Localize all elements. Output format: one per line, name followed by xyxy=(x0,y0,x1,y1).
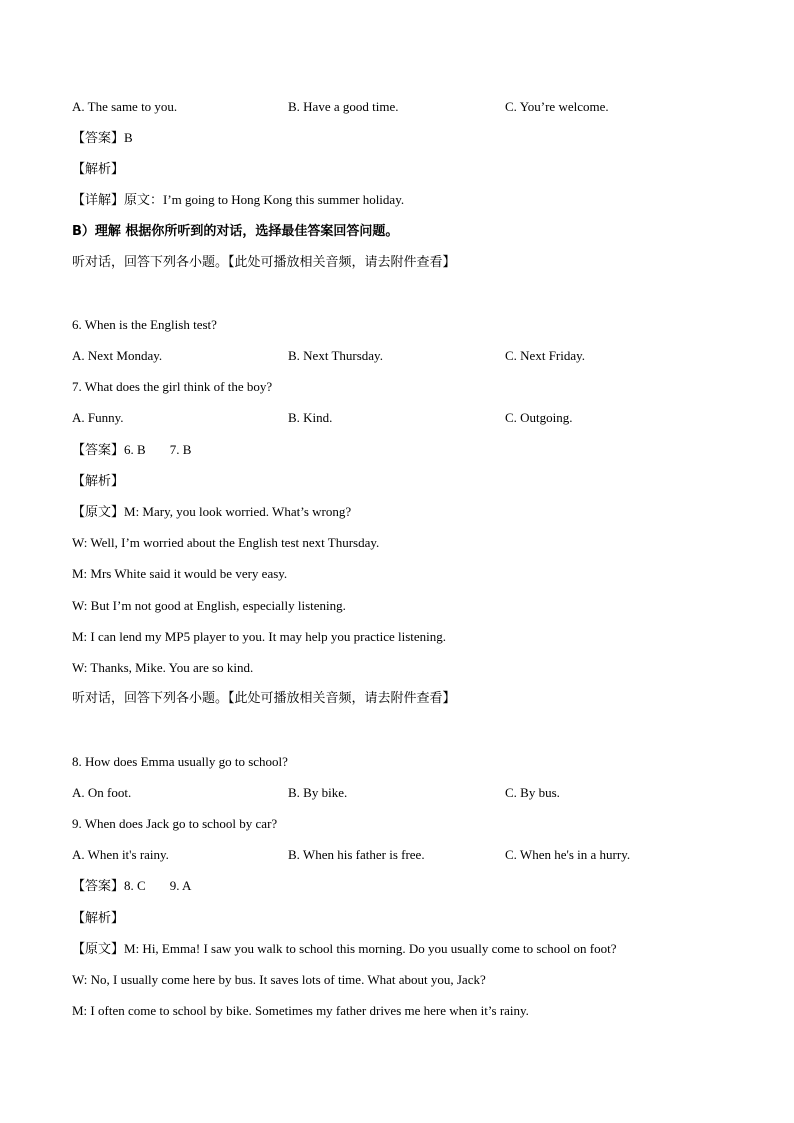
q9-text: 9. When does Jack go to school by car? xyxy=(72,816,278,831)
q8-option-a: A. On foot. xyxy=(72,785,132,800)
section-b-heading: B）理解 根据你所听到的对话，选择最佳答案回答问题。 xyxy=(72,224,399,239)
q9-option-a: A. When it's rainy. xyxy=(72,847,169,862)
answer-7: 7. B xyxy=(169,442,192,457)
detail-label: 【详解】 xyxy=(72,193,125,208)
analysis-label: 【解析】 xyxy=(72,474,125,489)
transcript-text: M: Mary, you look worried. What’s wrong? xyxy=(124,504,352,519)
answer-label: 【答案】 xyxy=(72,443,125,458)
group1-transcript-line: M: Mrs White said it would be very easy. xyxy=(72,566,288,581)
group2-instruction: 听对话，回答下列各小题。【此处可播放相关音频，请去附件查看】 xyxy=(72,691,456,706)
q7-option-b: B. Kind. xyxy=(288,410,333,425)
transcript-text: M: Hi, Emma! I saw you walk to school this morning. Do you usually come to school on foot? xyxy=(124,941,617,956)
q6-option-a: A. Next Monday. xyxy=(72,348,163,363)
group2-transcript-line: W: No, I usually come here by bus. It saves lots of time. What about you, Jack? xyxy=(72,972,486,987)
q5-option-c: C. You’re welcome. xyxy=(505,99,609,114)
group1-answer xyxy=(72,440,191,460)
transcript-label: 【原文】 xyxy=(72,942,125,957)
group1-transcript-line: W: But I’m not good at English, especially listening. xyxy=(72,598,346,613)
detail-text: 原文：I’m going to Hong Kong this summer holiday. xyxy=(124,192,405,207)
q5-option-a: A. The same to you. xyxy=(72,99,178,114)
q5-analysis xyxy=(72,159,124,179)
q5-detail xyxy=(72,190,404,210)
answer-label: 【答案】 xyxy=(72,879,125,894)
q8-option-c: C. By bus. xyxy=(505,785,560,800)
q5-option-b: B. Have a good time. xyxy=(288,99,399,114)
answer-label: 【答案】 xyxy=(72,131,125,146)
q7-text: 7. What does the girl think of the boy? xyxy=(72,379,273,394)
group2-transcript-line xyxy=(72,939,617,959)
q6-option-c: C. Next Friday. xyxy=(505,348,586,363)
q7-option-a: A. Funny. xyxy=(72,410,124,425)
q8-option-b: B. By bike. xyxy=(288,785,348,800)
group1-transcript-line xyxy=(72,502,351,522)
group1-analysis xyxy=(72,471,124,491)
q9-option-c: C. When he's in a hurry. xyxy=(505,847,631,862)
group2-transcript-line: M: I often come to school by bike. Sometimes my father drives me here when it’s rainy. xyxy=(72,1003,529,1018)
analysis-label: 【解析】 xyxy=(72,911,125,926)
group1-transcript-line: W: Thanks, Mike. You are so kind. xyxy=(72,660,254,675)
transcript-label: 【原文】 xyxy=(72,505,125,520)
answer-8: 8. C xyxy=(124,878,146,893)
q9-option-b: B. When his father is free. xyxy=(288,847,425,862)
answer-9: 9. A xyxy=(169,878,192,893)
q6-option-b: B. Next Thursday. xyxy=(288,348,383,363)
group1-transcript-line: W: Well, I’m worried about the English test next Thursday. xyxy=(72,535,380,550)
group1-transcript-line: M: I can lend my MP5 player to you. It may help you practice listening. xyxy=(72,629,447,644)
q7-option-c: C. Outgoing. xyxy=(505,410,573,425)
answer-6: 6. B xyxy=(124,442,146,457)
q5-answer xyxy=(72,128,133,148)
answer-value: B xyxy=(124,130,133,145)
analysis-label: 【解析】 xyxy=(72,162,125,177)
group2-analysis xyxy=(72,908,124,928)
group1-instruction: 听对话，回答下列各小题。【此处可播放相关音频，请去附件查看】 xyxy=(72,255,456,270)
group2-answer xyxy=(72,876,191,896)
q6-text: 6. When is the English test? xyxy=(72,317,217,332)
q8-text: 8. How does Emma usually go to school? xyxy=(72,754,288,769)
